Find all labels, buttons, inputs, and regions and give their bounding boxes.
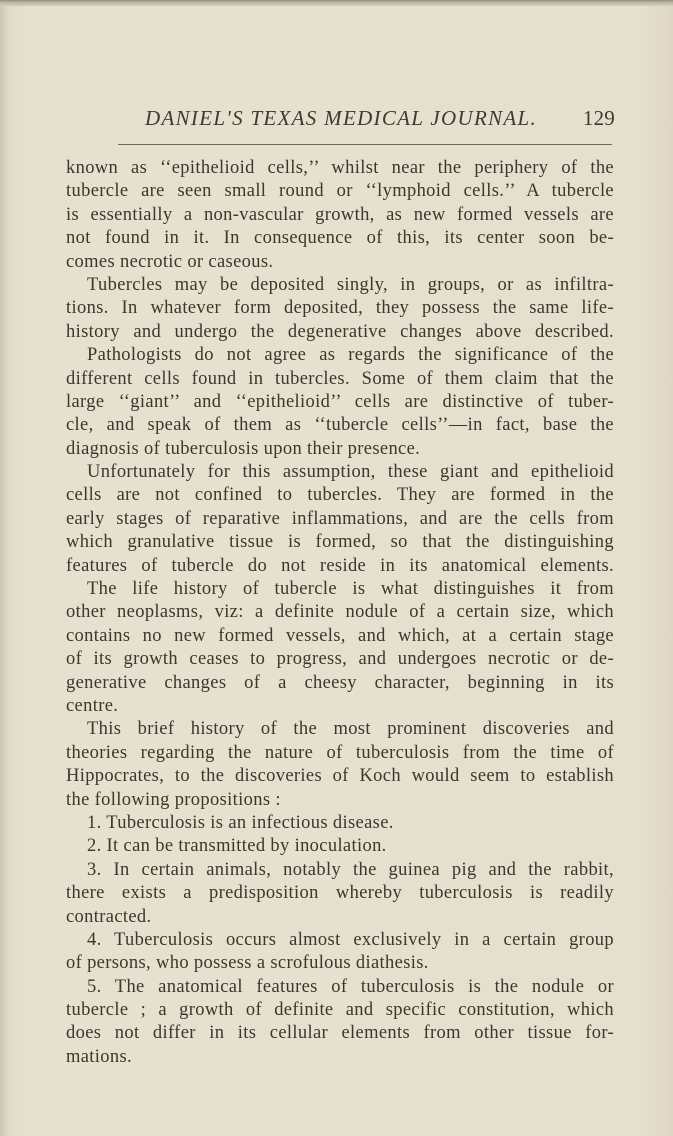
- text-line: which granulative tissue is formed, so that the distinguishing: [66, 532, 614, 553]
- body-text: [66, 157, 614, 1069]
- text-line: cle, and speak of them as ‘‘tubercle cells’’—in fact, base the: [66, 415, 614, 436]
- text-line: is essentially a non-vascular growth, as new formed vessels are: [66, 204, 614, 225]
- text-line: early stages of reparative inflammations, and are the cells from: [66, 508, 614, 529]
- text-line: of persons, who possess a scrofulous diathesis.: [66, 953, 429, 974]
- text-line: Pathologists do not agree as regards the significance of the: [87, 345, 614, 366]
- text-line: tubercle ; a growth of definite and specific constitution, which: [66, 1000, 614, 1021]
- text-line: different cells found in tubercles. Some of them claim that the: [66, 368, 614, 389]
- text-line: mations.: [66, 1046, 133, 1067]
- text-line: large ‘‘giant’’ and ‘‘epithelioid’’ cells are distinctive of tuber-: [66, 391, 614, 412]
- page-number: 129: [582, 106, 615, 130]
- text-line: cells are not confined to tubercles. They are formed in the: [66, 485, 614, 506]
- text-line: Hippocrates, to the discoveries of Koch would seem to establish: [66, 766, 614, 787]
- text-line: tubercle are seen small round or ‘‘lymphoid cells.’’ A tubercle: [66, 181, 614, 202]
- text-line: comes necrotic or caseous.: [66, 251, 274, 272]
- text-line: contains no new formed vessels, and which, at a certain stage: [66, 625, 614, 646]
- text-line: of its growth ceases to progress, and undergoes necrotic or de-: [66, 649, 614, 670]
- journal-title: DANIEL'S TEXAS MEDICAL JOURNAL.: [145, 106, 538, 130]
- text-line: the following propositions :: [66, 789, 281, 810]
- text-line: known as ‘‘epithelioid cells,’’ whilst near the periphery of the: [66, 158, 614, 178]
- text-line: 2. It can be transmitted by inoculation.: [87, 836, 387, 857]
- text-line: features of tubercle do not reside in its anatomical elements.: [66, 555, 614, 576]
- text-line: generative changes of a cheesy character, beginning in its: [66, 672, 614, 693]
- text-line: 1. Tuberculosis is an infectious disease.: [87, 812, 394, 833]
- text-line: not found in it. In consequence of this, its center soon be-: [66, 228, 614, 249]
- text-line: This brief history of the most prominent discoveries and: [87, 719, 614, 740]
- text-line: centre.: [66, 695, 119, 716]
- text-line: history and undergo the degenerative changes above described.: [66, 321, 614, 342]
- text-line: diagnosis of tuberculosis upon their presence.: [66, 438, 421, 459]
- text-line: other neoplasms, viz: a definite nodule of a certain size, which: [66, 602, 614, 623]
- text-line: does not differ in its cellular elements from other tissue for-: [66, 1023, 614, 1044]
- text-line: 3. In certain animals, notably the guinea pig and the rabbit,: [87, 859, 614, 880]
- text-line: Tubercles may be deposited singly, in groups, or as infiltra-: [87, 274, 614, 295]
- page-top-edge: [0, 0, 673, 6]
- header-rule: [118, 144, 612, 145]
- text-line: theories regarding the nature of tuberculosis from the time of: [66, 742, 614, 763]
- text-line: tions. In whatever form deposited, they possess the same life-: [66, 298, 614, 319]
- text-line: there exists a predisposition whereby tuberculosis is readily: [66, 883, 614, 904]
- running-head: [145, 103, 615, 133]
- text-line: 4. Tuberculosis occurs almost exclusively in a certain group: [87, 929, 614, 950]
- text-line: Unfortunately for this assumption, these giant and epithelioid: [87, 462, 614, 483]
- text-line: 5. The anatomical features of tuberculosis is the nodule or: [87, 976, 614, 997]
- text-line: The life history of tubercle is what distinguishes it from: [87, 579, 614, 600]
- text-line: contracted.: [66, 906, 152, 927]
